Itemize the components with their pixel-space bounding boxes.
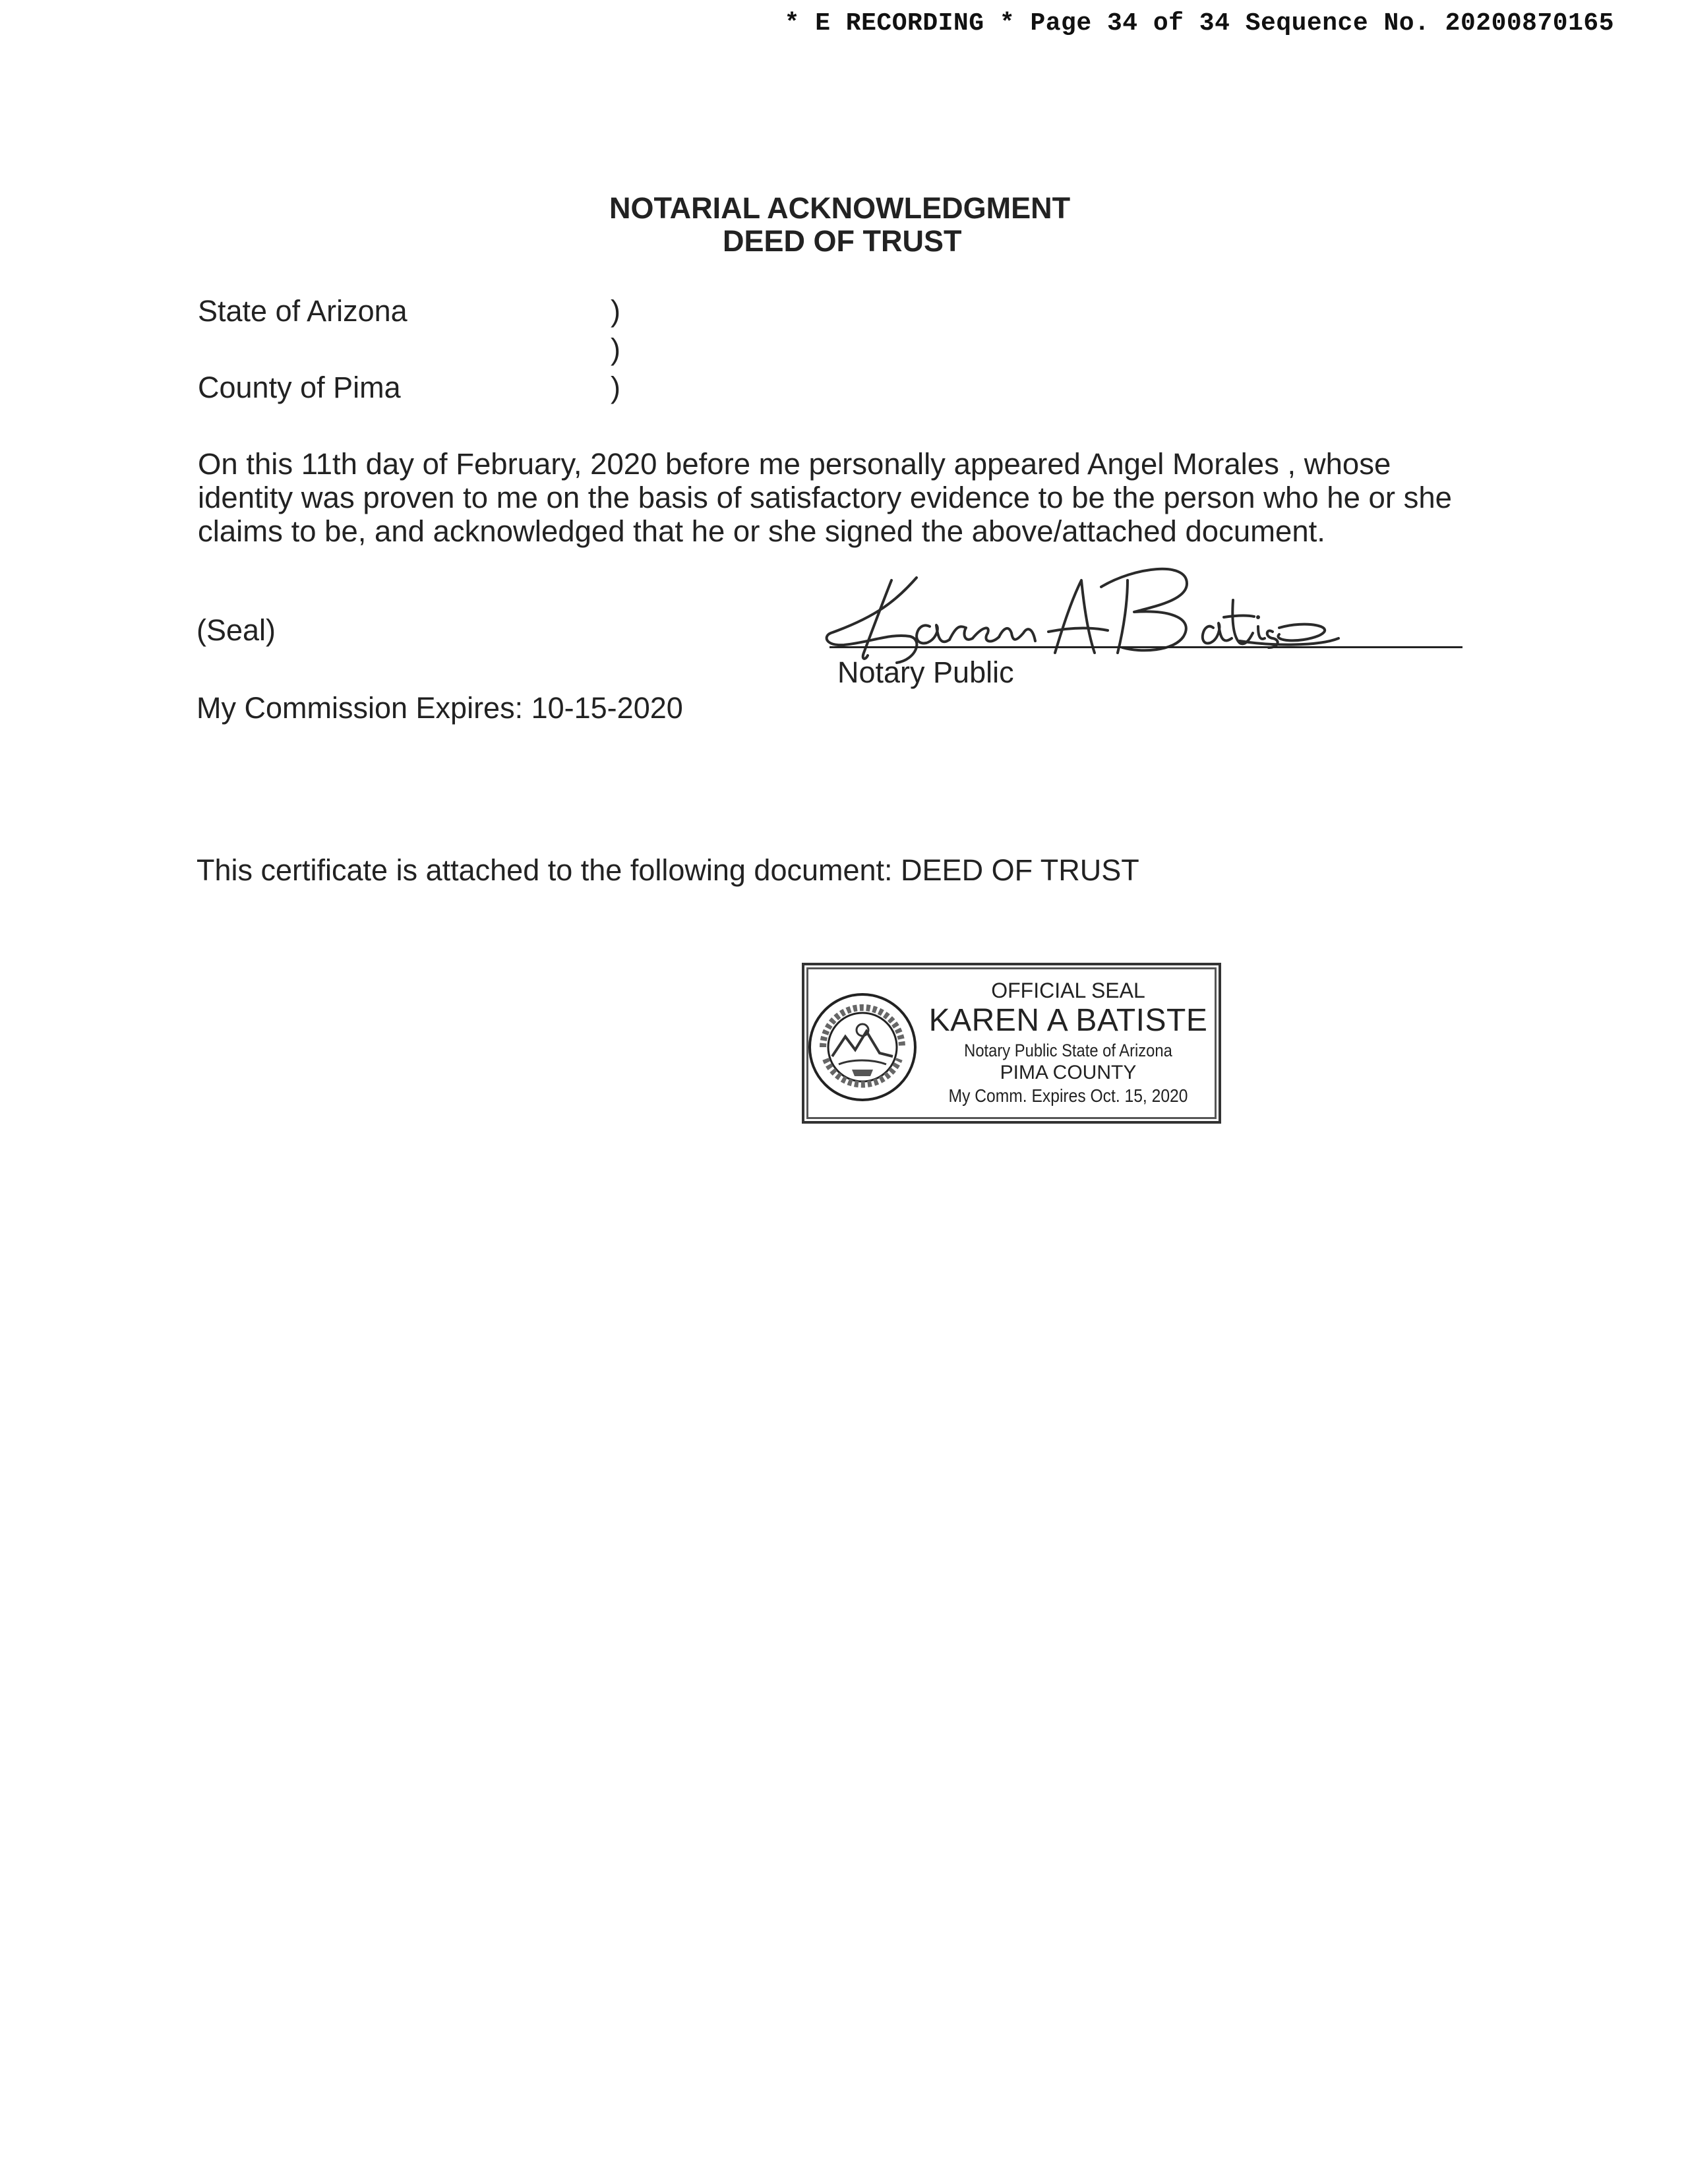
acknowledgment-line: identity was proven to me on the basis of satisfactory evidence to be the person who he or she (198, 481, 1452, 514)
seal-expiration: My Comm. Expires Oct. 15, 2020 (948, 1085, 1188, 1106)
seal-county: PIMA COUNTY (1000, 1062, 1137, 1083)
venue-state: State of Arizona (198, 294, 407, 328)
seal-notary-name: KAREN A BATISTE (928, 1003, 1208, 1038)
venue-paren-1: ) (611, 294, 620, 328)
seal-notary-state: Notary Public State of Arizona (964, 1041, 1172, 1060)
venue-county: County of Pima (198, 371, 401, 404)
recording-header: * E RECORDING * Page 34 of 34 Sequence No. 20200870165 (784, 9, 1614, 38)
commission-expires: My Commission Expires: 10-15-2020 (196, 691, 683, 725)
signature-line (829, 646, 1462, 648)
state-seal-icon (806, 990, 919, 1104)
venue-paren-3: ) (611, 371, 620, 404)
document-title: NOTARIAL ACKNOWLEDGMENT (609, 191, 1071, 225)
acknowledgment-line: On this 11th day of February, 2020 before me personally appeared Angel Morales , whose (198, 447, 1391, 481)
certificate-attachment: This certificate is attached to the following document: DEED OF TRUST (196, 853, 1139, 887)
document-subtitle: DEED OF TRUST (723, 224, 962, 258)
venue-paren-2: ) (611, 332, 620, 366)
seal-label: (Seal) (196, 613, 276, 647)
signature-caption: Notary Public (837, 655, 1014, 689)
seal-heading: OFFICIAL SEAL (991, 979, 1145, 1002)
acknowledgment-line: claims to be, and acknowledged that he or she signed the above/attached document. (198, 514, 1325, 548)
acknowledgment-paragraph (198, 447, 1490, 548)
